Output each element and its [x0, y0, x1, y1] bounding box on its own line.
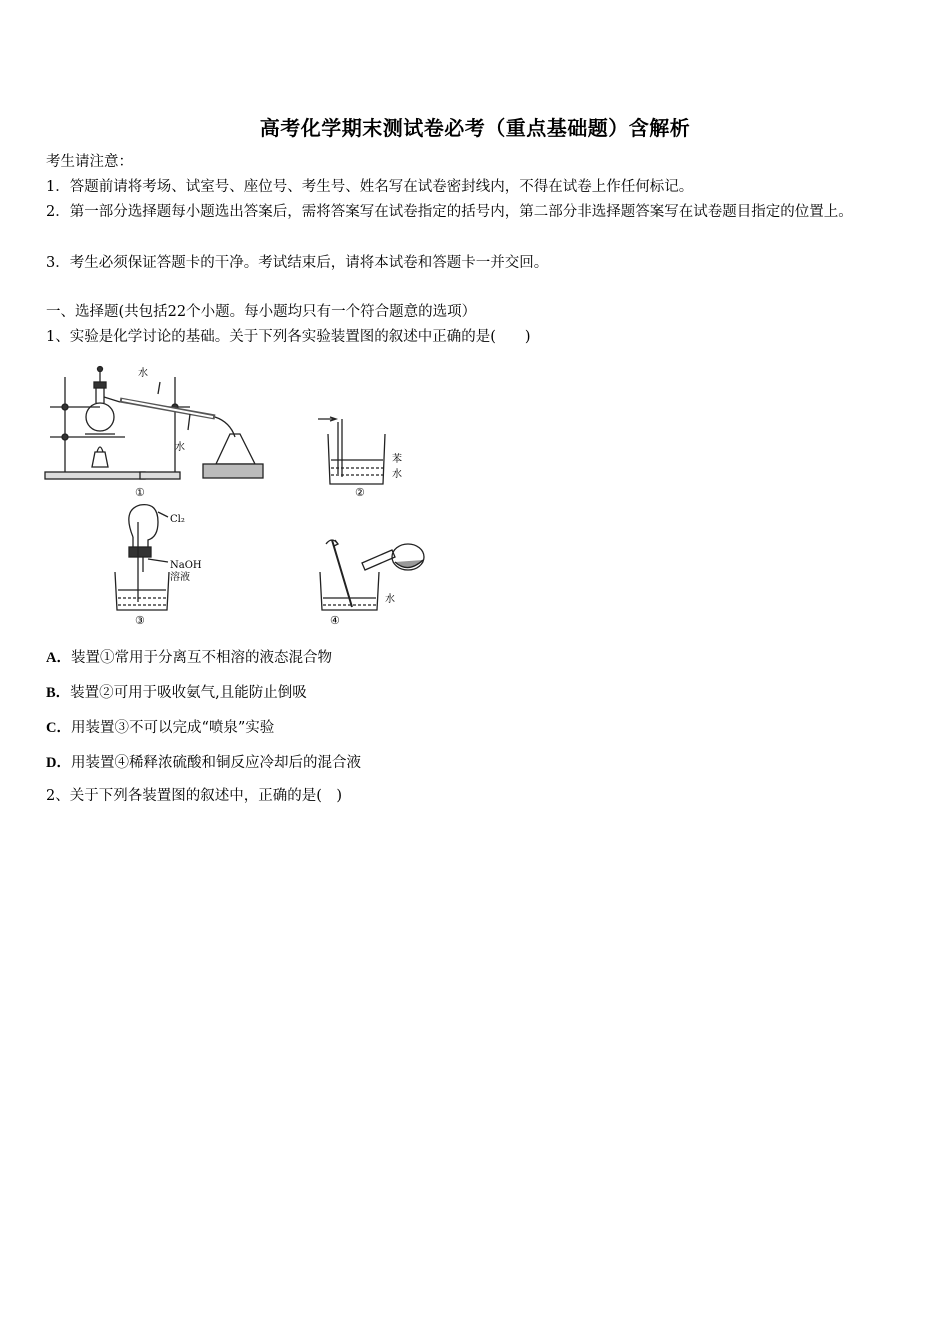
option-a-letter: A．	[46, 650, 71, 666]
label-water-in: 水	[175, 442, 185, 453]
option-c-letter: C．	[46, 720, 71, 736]
option-b-text: 装置②可用于吸收氨气,且能防止倒吸	[70, 685, 307, 701]
apparatus-figure	[40, 362, 440, 630]
option-d	[46, 751, 361, 772]
label-d3: ③	[135, 614, 145, 627]
page-title: 高考化学期末测试卷必考（重点基础题）含解析	[259, 116, 691, 140]
option-b-letter: B．	[46, 685, 71, 701]
apparatus-4-dilution	[320, 540, 424, 610]
label-d4: ④	[330, 614, 340, 627]
label-solution: 溶液	[170, 572, 190, 583]
label-naoh: NaOH	[170, 560, 202, 571]
label-d2: ②	[355, 486, 365, 499]
label-water-4: 水	[385, 594, 395, 605]
label-cl2: Cl₂	[170, 514, 185, 525]
question-2-stem: 2、关于下列各装置图的叙述中，正确的是( )	[46, 788, 343, 804]
option-d-letter: D．	[46, 755, 71, 771]
notice-item-2: 2．第一部分选择题每小题选出答案后，需将答案写在试卷指定的括号内，第二部分非选择题答案写在试卷题目指定的位置上。	[46, 204, 853, 220]
label-water-out: 水	[138, 368, 148, 379]
notice-heading: 考生请注意：	[46, 154, 133, 170]
option-d-text: 用装置④稀释浓硫酸和铜反应冷却后的混合液	[70, 755, 361, 771]
option-c	[46, 716, 274, 737]
label-water-2: 水	[392, 469, 402, 480]
apparatus-2-beaker	[318, 417, 385, 484]
notice-item-1: 1．答题前请将考场、试室号、座位号、考生号、姓名写在试卷密封线内，不得在试卷上作任何标记。	[46, 179, 694, 195]
option-c-text: 用装置③不可以完成“喷泉”实验	[70, 720, 275, 736]
label-d1: ①	[135, 486, 145, 499]
option-a	[46, 646, 332, 667]
label-benzene: 苯	[392, 454, 402, 465]
option-b	[46, 681, 307, 702]
question-1-stem: 1、实验是化学讨论的基础。关于下列各实验装置图的叙述中正确的是( )	[46, 329, 531, 345]
apparatus-3-fountain	[115, 505, 169, 610]
option-a-text: 装置①常用于分离互不相溶的液态混合物	[70, 650, 332, 666]
apparatus-1-distillation	[45, 367, 263, 480]
notice-item-3: 3．考生必须保证答题卡的干净。考试结束后，请将本试卷和答题卡一并交回。	[46, 255, 549, 271]
section-heading: 一、选择题(共包括22个小题。每小题均只有一个符合题意的选项）	[46, 304, 477, 320]
